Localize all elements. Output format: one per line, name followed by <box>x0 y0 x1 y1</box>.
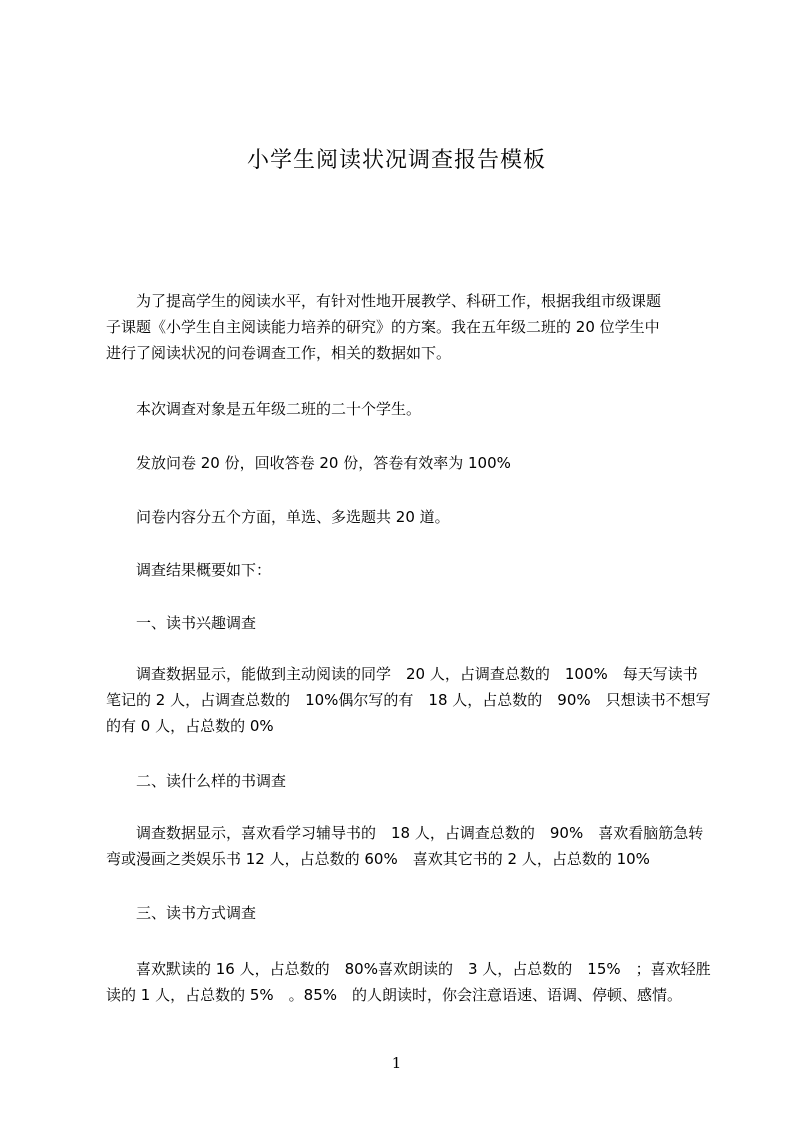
text-line: 三、读书方式调查 <box>106 904 257 922</box>
section-heading-reading-methods <box>106 900 696 926</box>
text-line: 为了提高学生的阅读水平，有针对性地开展教学、科研工作，根据我组市级课题 <box>106 292 662 310</box>
text-line: 弯或漫画之类娱乐书 12 人，占总数的 60% 喜欢其它书的 2 人，占总数的 10% <box>106 850 650 868</box>
paragraph-questionnaire-content <box>106 504 696 530</box>
text-line: 发放问卷 20 份，回收答卷 20 份，答卷有效率为 100% <box>106 454 511 472</box>
text-line: 一、读书兴趣调查 <box>106 614 257 632</box>
section-heading-interest <box>106 610 696 636</box>
section-heading-book-types <box>106 768 696 794</box>
paragraph-questionnaire-count <box>106 450 696 476</box>
text-line: 喜欢默读的 16 人，占总数的 80%喜欢朗读的 3 人，占总数的 15% ；喜欢轻胜 <box>106 960 711 978</box>
paragraph-results-intro <box>106 557 696 583</box>
text-line: 问卷内容分五个方面，单选、多选题共 20 道。 <box>106 508 450 526</box>
text-line: 进行了阅读状况的问卷调查工作，相关的数据如下。 <box>106 344 452 362</box>
text-line: 调查数据显示，能做到主动阅读的同学 20 人，占调查总数的 100% 每天写读书 <box>106 665 698 683</box>
paragraph-interest-results <box>106 661 711 739</box>
paragraph-reading-methods-results <box>106 956 711 1008</box>
paragraph-intro <box>106 288 696 366</box>
text-line: 二、读什么样的书调查 <box>106 772 287 790</box>
paragraph-subjects <box>106 396 696 422</box>
text-line: 笔记的 2 人，占调查总数的 10%偶尔写的有 18 人，占总数的 90% 只想读书不想写 <box>106 691 711 709</box>
document-title: 小学生阅读状况调查报告模板 <box>246 148 546 173</box>
text-line: 读的 1 人，占总数的 5% 。85% 的人朗读时，你会注意语速、语调、停顿、感情。 <box>106 986 682 1004</box>
text-line: 子课题《小学生自主阅读能力培养的研究》的方案。我在五年级二班的 20 位学生中 <box>106 318 660 336</box>
paragraph-book-types-results <box>106 820 704 872</box>
page-number: 1 <box>391 1054 402 1072</box>
text-line: 的有 0 人，占总数的 0% <box>106 717 274 735</box>
text-line: 调查结果概要如下： <box>106 561 272 579</box>
text-line: 调查数据显示，喜欢看学习辅导书的 18 人，占调查总数的 90% 喜欢看脑筋急转 <box>106 824 704 842</box>
text-line: 本次调查对象是五年级二班的二十个学生。 <box>106 400 422 418</box>
